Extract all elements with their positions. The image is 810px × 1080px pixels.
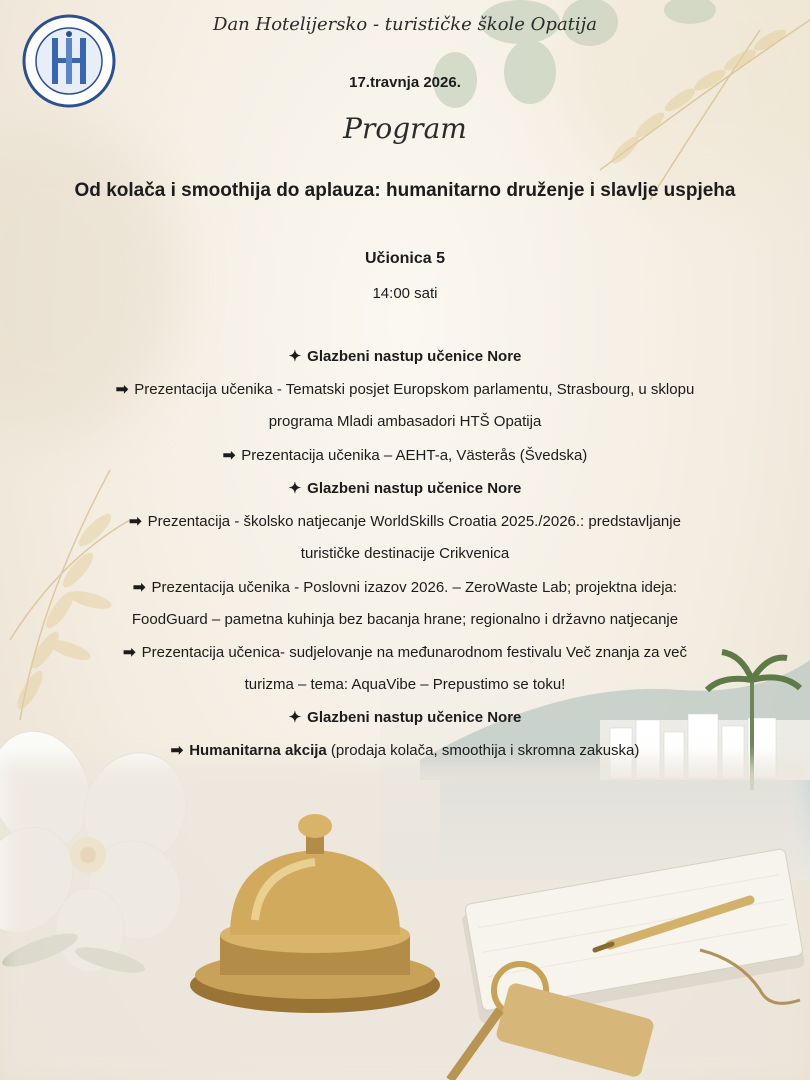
program-item-5-cont: turizma – tema: AquaVibe – Prepustimo se toku! (244, 676, 566, 693)
program-item-4-cont: FoodGuard – pametna kuhinja bez bacanja hrane; regionalno i državno natjecanje (131, 611, 679, 628)
school-logo-icon (22, 14, 116, 108)
arrow-right-icon: ➡ (132, 579, 146, 596)
page-title: Program (343, 112, 467, 145)
school-name-line: Dan Hotelijersko - turističke škole Opatija (213, 14, 597, 35)
arrow-right-icon: ➡ (115, 381, 129, 398)
arrow-right-icon: ➡ (222, 447, 236, 464)
event-date: 17.travnja 2026. (349, 74, 461, 91)
program-item-5: ➡ Prezentacija učenica- sudjelovanje na međunarodnom festivalu Več znanja za več (123, 644, 687, 661)
program-item-3: ➡ Prezentacija - školsko natjecanje WorldSkills Croatia 2025./2026.: predstavljanje (129, 513, 681, 530)
program-item-1: ➡ Prezentacija učenika - Tematski posjet Europskom parlamentu, Strasbourg, u sklopu (115, 381, 695, 398)
program-item-3-cont: turističke destinacije Crikvenica (300, 545, 510, 562)
event-subtitle: Od kolača i smoothija do aplauza: humanitarno druženje i slavlje uspjeha (74, 180, 736, 201)
venue-room: Učionica 5 (364, 250, 446, 267)
sparkle-icon: ✦ (288, 709, 302, 726)
program-item-6: ➡ Humanitarna akcija (prodaja kolača, smoothija i skromna zakuska) (170, 742, 640, 759)
sparkle-icon: ✦ (288, 480, 302, 497)
program-item-music-3: ✦ Glazbeni nastup učenice Nore (288, 709, 522, 726)
program-item-4: ➡ Prezentacija učenika - Poslovni izazov 2026. – ZeroWaste Lab; projektna ideja: (132, 579, 678, 596)
program-item-music-1: ✦ Glazbeni nastup učenice Nore (288, 348, 522, 365)
program-item-1-cont: programa Mladi ambasadori HTŠ Opatija (268, 413, 542, 430)
arrow-right-icon: ➡ (129, 513, 142, 530)
sparkle-icon: ✦ (288, 348, 302, 365)
program-item-music-2: ✦ Glazbeni nastup učenice Nore (288, 480, 522, 497)
arrow-right-icon: ➡ (170, 742, 184, 759)
arrow-right-icon: ➡ (123, 644, 136, 661)
event-time: 14:00 sati (372, 285, 438, 302)
program-item-2: ➡ Prezentacija učenika – AEHT-a, Västerås (Švedska) (222, 447, 588, 464)
